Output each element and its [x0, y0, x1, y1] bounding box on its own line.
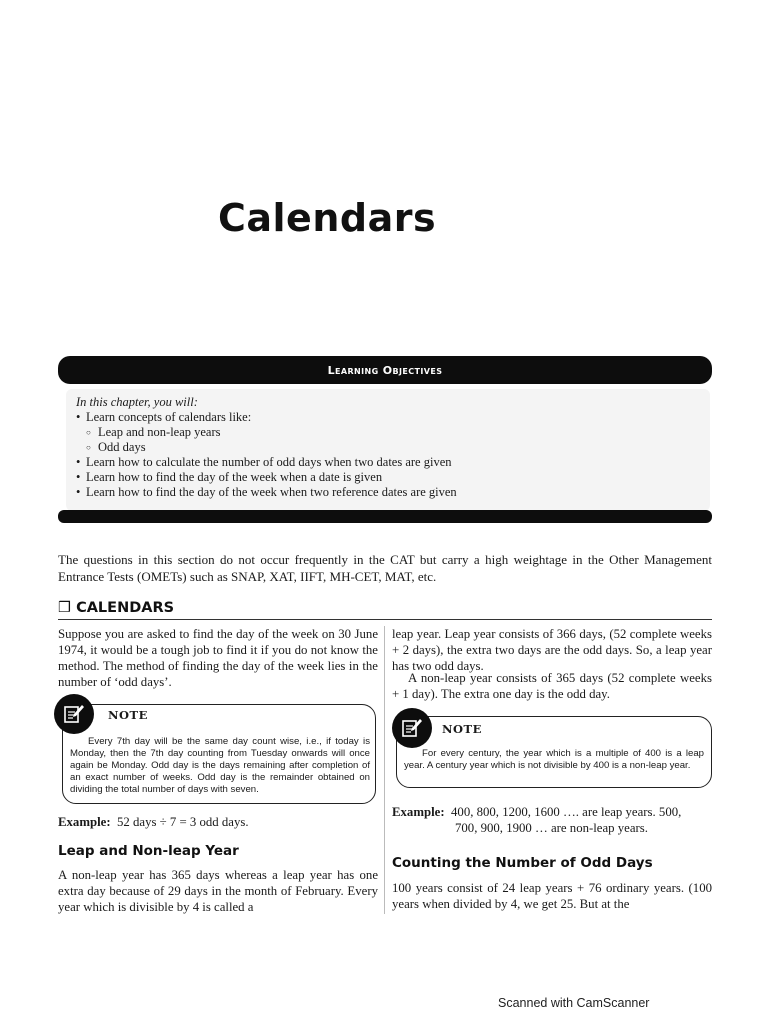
column-divider [384, 626, 385, 914]
subheading-odd-days: Counting the Number of Odd Days [392, 855, 653, 871]
learning-objective-text: Learn how to calculate the number of odd days when two dates are given [86, 455, 452, 469]
note-badge-right [392, 708, 432, 748]
example-right [392, 804, 681, 820]
bullet-icon: • [76, 470, 81, 484]
subheading-leap-year: Leap and Non-leap Year [58, 843, 239, 859]
left-paragraph-1: Suppose you are asked to find the day of the week on 30 June 1974, it would be a tough job to find it if you do not know the method. The method of finding the day of the week lies in the number of ‘odd days’. [58, 627, 378, 689]
note-text-right: For every century, the year which is a multiple of 400 is a leap year. A century year which is not divisible by 400 is a non-leap year. [404, 748, 704, 771]
example-line1-right: 400, 800, 1200, 1600 …. are leap years. 500, [451, 805, 682, 819]
learning-objective-item [76, 425, 457, 440]
note-title-left: NOTE [108, 708, 148, 722]
learning-objective-text: Learn concepts of calendars like: [86, 410, 252, 424]
right-paragraph-2: A non-leap year consists of 365 days (52 complete weeks + 1 day). The extra one day is the odd day. [392, 671, 712, 701]
circle-bullet-icon: ○ [86, 443, 91, 452]
learning-objectives-footer-bar [58, 510, 712, 523]
example-text-left: 52 days ÷ 7 = 3 odd days. [117, 815, 249, 829]
learning-objectives-header [58, 356, 712, 384]
learning-objective-text: Odd days [98, 440, 146, 454]
section-title: CALENDARS [76, 600, 175, 616]
note-pencil-icon [401, 716, 423, 738]
note-badge-left [54, 694, 94, 734]
scanner-watermark: Scanned with CamScanner [498, 996, 650, 1010]
bullet-icon: • [76, 410, 81, 424]
section-heading [58, 600, 174, 616]
bullet-icon: • [76, 485, 81, 499]
learning-objectives-title: Learning Objectives [327, 364, 443, 377]
learning-objective-text: Leap and non-leap years [98, 425, 221, 439]
circle-bullet-icon: ○ [86, 428, 91, 437]
intro-paragraph: The questions in this section do not occur frequently in the CAT but carry a high weightage in the Other Management Entrance Tests (OMETs) such as SNAP, XAT, IIFT, MH-CET, MAT, etc. [58, 552, 712, 584]
right-paragraph-1: leap year. Leap year consists of 366 days, (52 complete weeks + 2 days), the extra two days are the odd days. So, a leap year has two odd days. [392, 627, 712, 673]
note-title-right: NOTE [442, 722, 482, 736]
learning-objective-item [76, 440, 457, 455]
right-paragraph-3: 100 years consist of 24 leap years + 76 ordinary years. (100 years when divided by 4, we get 25. But at the [392, 881, 712, 911]
chapter-title: Calendars [218, 196, 437, 240]
learning-objectives-intro: In this chapter, you will: [76, 395, 198, 409]
learning-objective-text: Learn how to find the day of the week when two reference dates are given [86, 485, 457, 499]
example-line2-right: 700, 900, 1900 … are non-leap years. [455, 821, 648, 835]
section-marker-icon: ❒ [58, 600, 71, 616]
learning-objective-item [76, 485, 457, 500]
learning-objective-item [76, 410, 457, 425]
example-left [58, 814, 249, 830]
learning-objectives-list [76, 410, 457, 500]
learning-objective-text: Learn how to find the day of the week when a date is given [86, 470, 383, 484]
note-text-left: Every 7th day will be the same day count wise, i.e., if today is Monday, then the 7th day counting from Tuesday onwards will once again be Monday. Odd day is the days remaining after completion of an exact number of weeks. Odd day is the remainder obtained on dividing the total number of days with seven. [70, 736, 370, 795]
learning-objective-item [76, 455, 457, 470]
example-label-left: Example: [58, 815, 111, 829]
note-pencil-icon [63, 702, 85, 724]
bullet-icon: • [76, 455, 81, 469]
left-paragraph-2: A non-leap year has 365 days whereas a leap year has one extra day because of 29 days in the month of February. Every year which is divisible by 4 is called a [58, 868, 378, 914]
section-divider [58, 619, 712, 620]
learning-objective-item [76, 470, 457, 485]
example-label-right: Example: [392, 805, 445, 819]
